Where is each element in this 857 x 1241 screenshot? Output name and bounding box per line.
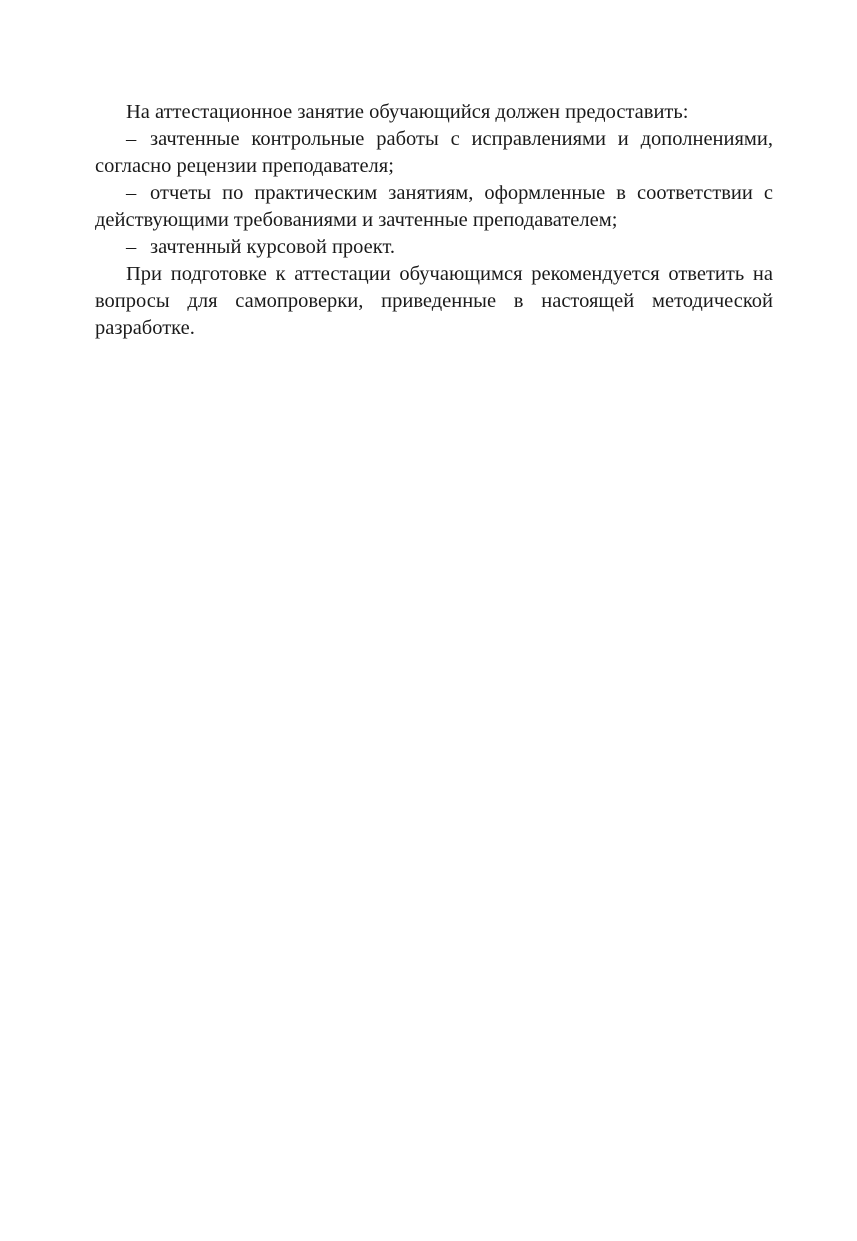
list-item-text: зачтенные контрольные работы с исправлениями и дополнениями, согласно рецензии преподавателя; [95,128,773,177]
list-item [95,234,773,261]
list-item [95,180,773,234]
list-item-text: зачтенный курсовой проект. [150,236,396,258]
dash-marker: – [126,182,137,204]
list-item [95,126,773,180]
dash-marker: – [126,128,137,150]
list-item-text: отчеты по практическим занятиям, оформленные в соответствии с действующими требованиями и зачтенные преподавателем; [95,182,773,231]
dash-marker: – [126,236,137,258]
closing-paragraph: При подготовке к аттестации обучающимся рекомендуется ответить на вопросы для самопроверки, приведенные в настоящей методической разработке. [95,263,773,339]
document-page [95,99,773,342]
intro-paragraph: На аттестационное занятие обучающийся должен предоставить: [126,101,689,123]
